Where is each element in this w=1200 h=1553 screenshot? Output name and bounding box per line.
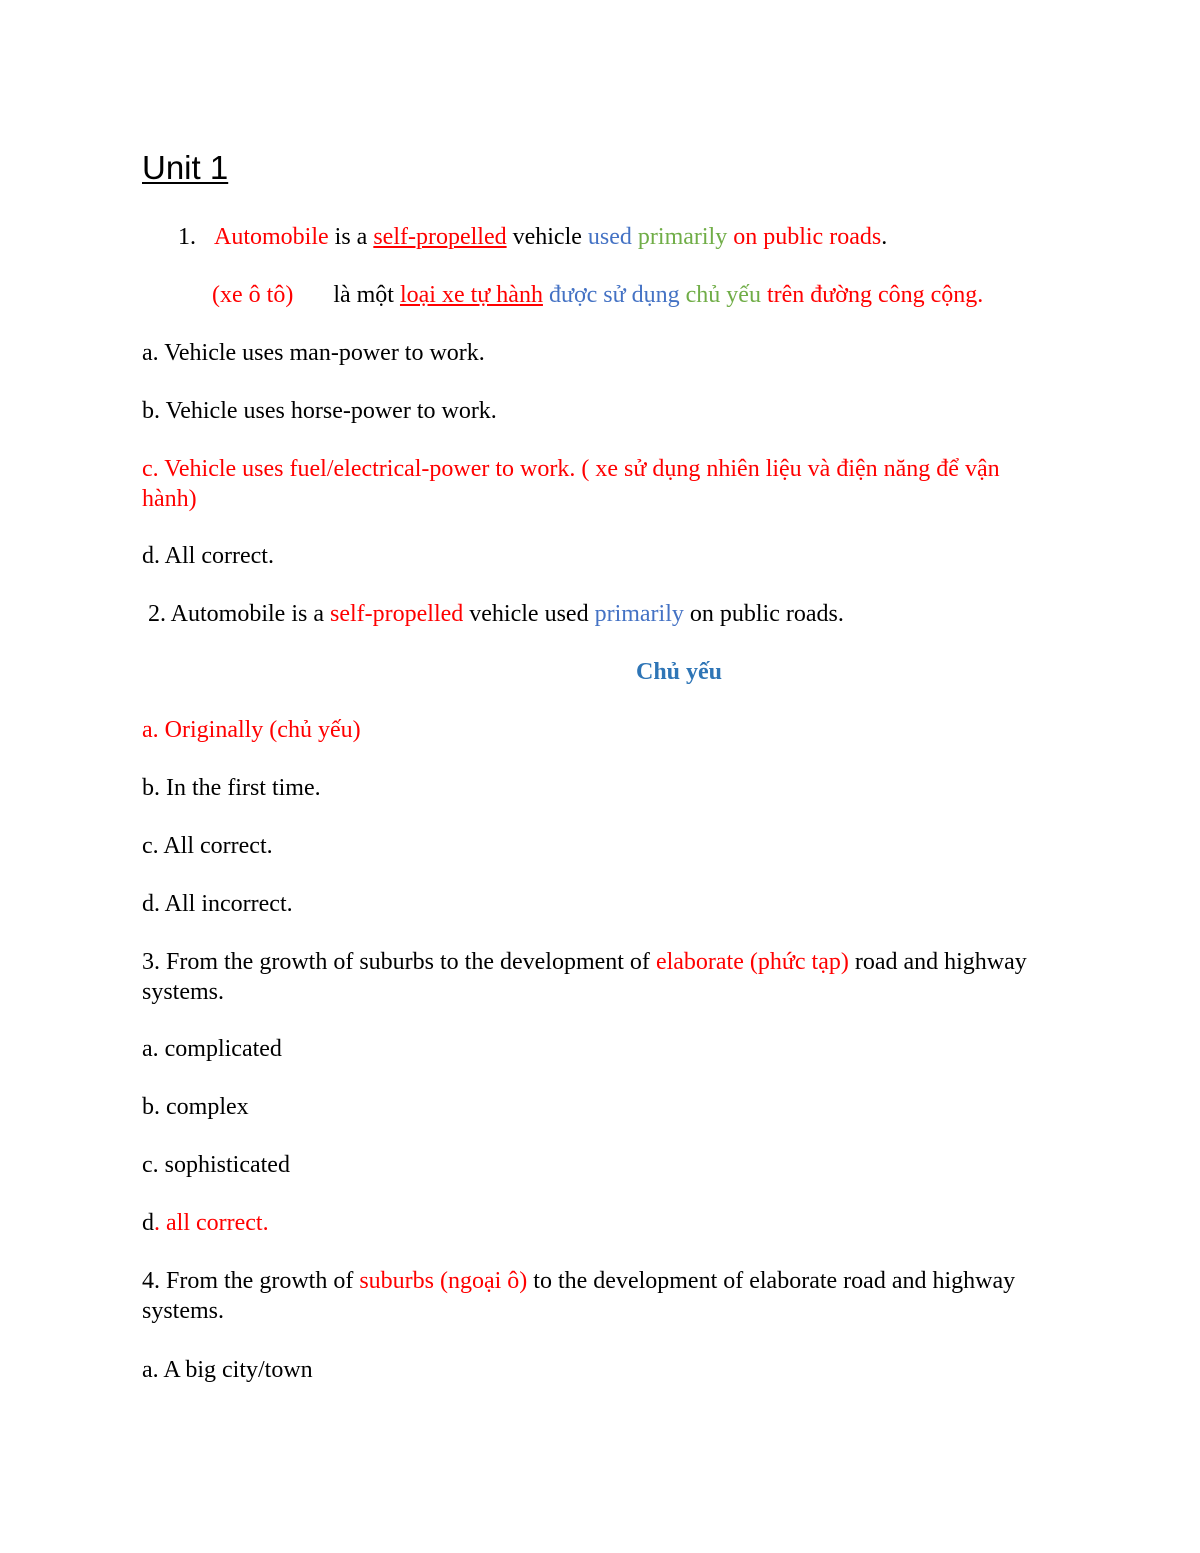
q3-option-a: a. complicated xyxy=(142,1036,282,1062)
q4-text: 4. From the growth of xyxy=(142,1268,360,1294)
q1-vi-xe-o-to: (xe ô tô) xyxy=(212,282,294,308)
q3-option-d-text: . all correct. xyxy=(154,1210,269,1236)
q2-option-c: c. All correct. xyxy=(142,833,273,859)
q3-option-b: b. complex xyxy=(142,1094,249,1120)
q3-text: road and highway systems. xyxy=(142,949,1027,1005)
q2-term-primarily: primarily xyxy=(594,601,684,627)
q1-vi-la-mot: là một xyxy=(333,282,400,308)
q2-option-d: d. All incorrect. xyxy=(142,891,293,917)
q3-option-c: c. sophisticated xyxy=(142,1152,290,1178)
q1-term-automobile: Automobile xyxy=(214,224,329,250)
q1-option-c-correct: c. Vehicle uses fuel/electrical-power to work. ( xe sử dụng nhiên liệu và điện năng để vận hành) xyxy=(142,456,1000,512)
q2-sentence xyxy=(148,599,844,629)
q4-option-a: a. A big city/town xyxy=(142,1357,313,1383)
q1-term-self-propelled: self-propelled xyxy=(373,224,507,250)
q1-vietnamese-translation xyxy=(212,280,983,310)
q3-sentence xyxy=(142,947,1057,1007)
q2-text: 2. Automobile is a xyxy=(148,601,330,627)
q1-term-used: used xyxy=(587,224,632,250)
page-title: Unit 1 xyxy=(142,149,229,186)
q1-text: . xyxy=(881,224,888,250)
q3-option-d-letter: d xyxy=(142,1210,154,1236)
q3-term-elaborate: elaborate (phức tạp) xyxy=(655,949,849,975)
q1-option-a: a. Vehicle uses man-power to work. xyxy=(142,340,485,366)
q1-text: is a xyxy=(328,224,374,250)
q2-option-a-correct: a. Originally (chủ yếu) xyxy=(142,717,361,743)
q1-vi-duoc-su-dung: được sử dụng xyxy=(548,282,680,308)
q1-vi-chu-yeu: chủ yếu xyxy=(685,282,761,308)
q1-term-primarily: primarily xyxy=(637,224,728,250)
q1-sentence xyxy=(178,222,887,252)
q1-vi-tren-duong: trên đường công cộng. xyxy=(760,282,984,308)
q2-text: on public roads. xyxy=(683,601,844,627)
q1-text: vehicle xyxy=(506,224,588,250)
q1-option-b: b. Vehicle uses horse-power to work. xyxy=(142,398,497,424)
q2-hint: Chủ yếu xyxy=(636,659,723,685)
q3-option-d-correct xyxy=(142,1208,269,1238)
q1-term-on-public-roads: on public roads xyxy=(727,224,882,250)
q4-sentence xyxy=(142,1266,1057,1326)
q1-number: 1. xyxy=(178,224,196,250)
q2-term-self-propelled: self-propelled xyxy=(330,601,464,627)
q1-option-d: d. All correct. xyxy=(142,543,274,569)
q1-vi-loai-xe: loại xe tự hành xyxy=(399,282,543,308)
q2-option-b: b. In the first time. xyxy=(142,775,321,801)
q3-text: 3. From the growth of suburbs to the development of xyxy=(142,949,656,975)
q2-text: vehicle used xyxy=(463,601,595,627)
q4-term-suburbs: suburbs (ngoại ô) xyxy=(359,1268,528,1294)
q4-text: to the development of elaborate road and highway systems. xyxy=(142,1268,1016,1324)
